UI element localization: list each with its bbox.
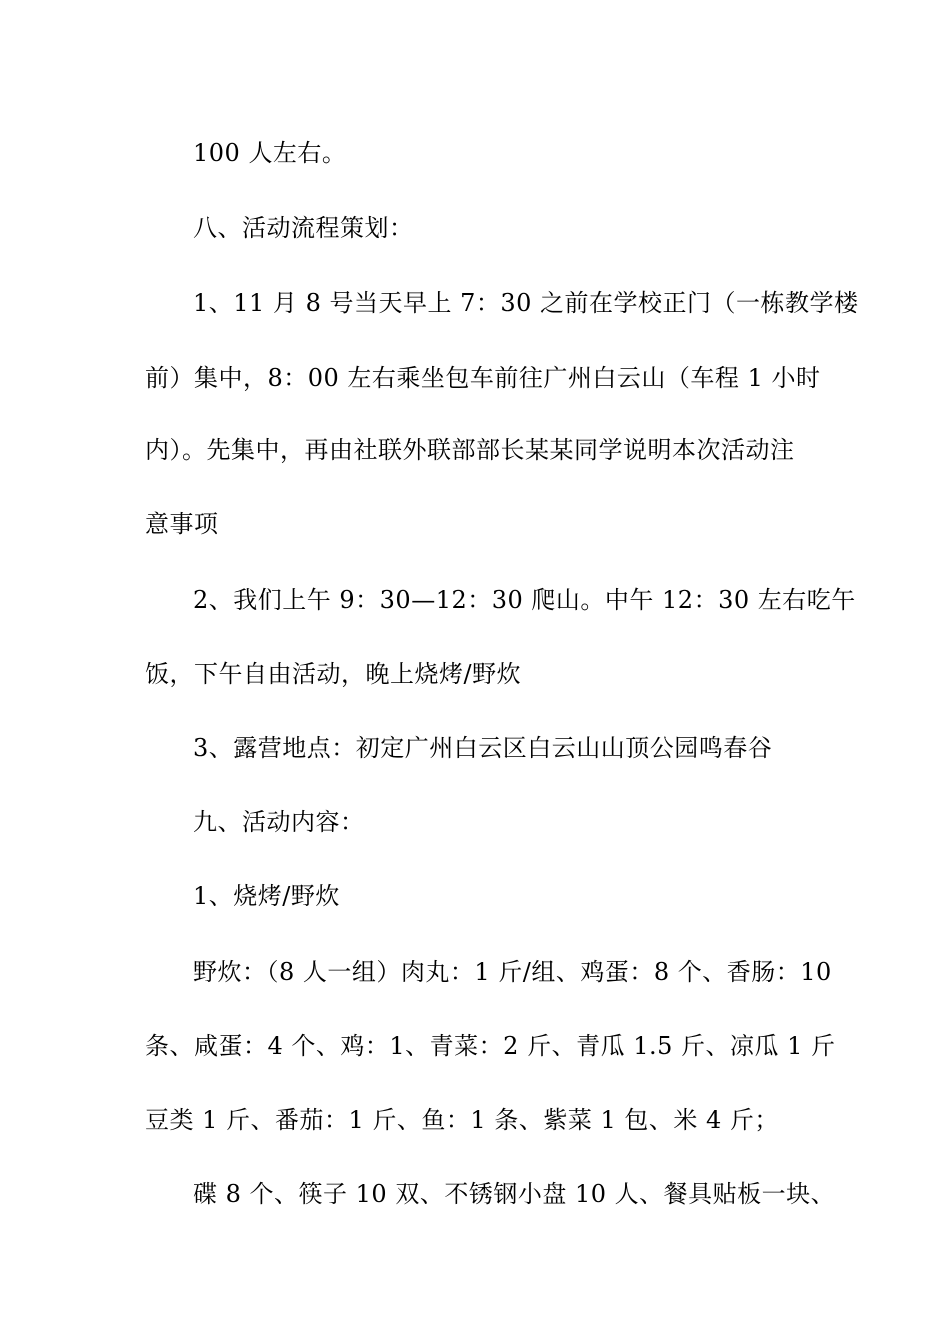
text-line: 3、露营地点：初定广州白云区白云山山顶公园鸣春谷 xyxy=(193,734,773,762)
text-line: 饭，下午自由活动，晚上烧烤/野炊 xyxy=(145,660,522,688)
text-line: 2、我们上午 9：30—12：30 爬山。中午 12：30 左右吃午 xyxy=(193,586,856,614)
text-line: 条、咸蛋：4 个、鸡：1、青菜：2 斤、青瓜 1.5 斤、凉瓜 1 斤 xyxy=(145,1032,836,1060)
section-heading: 八、活动流程策划： xyxy=(193,214,414,242)
text-line: 前）集中，8：00 左右乘坐包车前往广州白云山（车程 1 小时 xyxy=(145,364,821,392)
text-line: 豆类 1 斤、番茄：1 斤、鱼：1 条、紫菜 1 包、米 4 斤； xyxy=(145,1106,779,1134)
text-line: 内）。先集中，再由社联外联部部长某某同学说明本次活动注 xyxy=(145,436,795,464)
text-line: 100 人左右。 xyxy=(193,139,347,167)
text-line: 野炊：（8 人一组）肉丸：1 斤/组、鸡蛋：8 个、香肠：10 xyxy=(193,958,832,986)
text-line: 意事项 xyxy=(145,510,219,538)
text-line: 碟 8 个、筷子 10 双、不锈钢小盘 10 人、餐具贴板一块、 xyxy=(193,1180,836,1208)
text-line: 1、11 月 8 号当天早上 7：30 之前在学校正门（一栋教学楼 xyxy=(193,289,859,317)
section-heading: 九、活动内容： xyxy=(193,808,365,836)
subsection-heading: 1、烧烤/野炊 xyxy=(193,882,340,910)
